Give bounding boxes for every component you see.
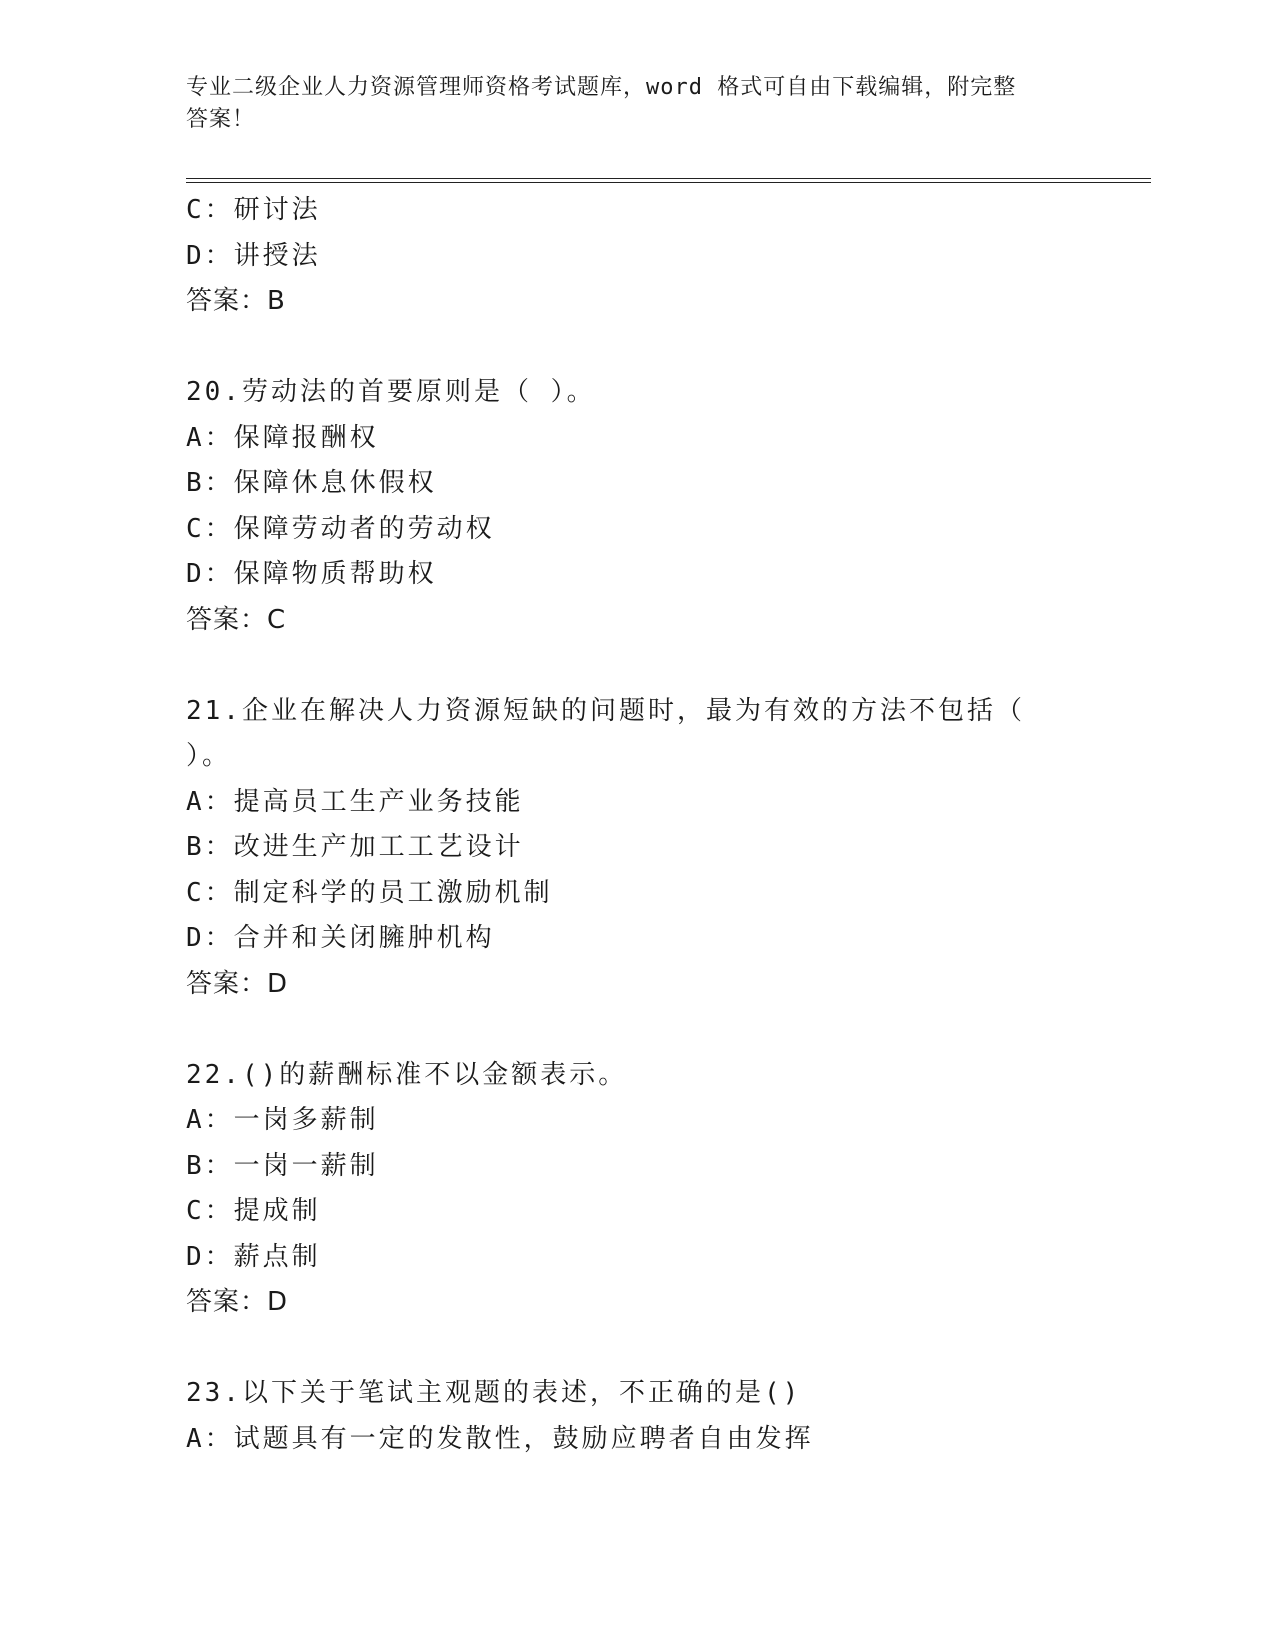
question-text: ）。 bbox=[186, 741, 232, 771]
answer-option: A：一岗多薪制 bbox=[186, 1105, 379, 1135]
answer-option: B：改进生产加工工艺设计 bbox=[186, 832, 524, 862]
block-spacer bbox=[186, 643, 1146, 689]
block-spacer bbox=[186, 1326, 1146, 1372]
answer-key: 答案：D bbox=[186, 1287, 289, 1317]
answer-option: D：保障物质帮助权 bbox=[186, 559, 437, 589]
answer-option: B：保障休息休假权 bbox=[186, 468, 437, 498]
question-text: 20.劳动法的首要原则是（ ）。 bbox=[186, 377, 596, 407]
header-line-2: 答案！ bbox=[186, 107, 256, 132]
answer-option: C：制定科学的员工激励机制 bbox=[186, 877, 553, 908]
question-block bbox=[186, 370, 1146, 643]
answer-option: D：薪点制 bbox=[186, 1241, 321, 1272]
answer-key: 答案：C bbox=[186, 604, 287, 635]
header-divider-top bbox=[186, 178, 1151, 179]
answer-key: 答案：B bbox=[186, 286, 286, 316]
answer-key: 答案：D bbox=[186, 968, 289, 999]
answer-option: C：保障劳动者的劳动权 bbox=[186, 513, 495, 544]
block-spacer bbox=[186, 325, 1146, 371]
answer-option: B：一岗一薪制 bbox=[186, 1150, 379, 1181]
answer-option: D：合并和关闭臃肿机构 bbox=[186, 923, 495, 953]
question-block bbox=[186, 689, 1146, 1008]
question-text: 21.企业在解决人力资源短缺的问题时，最为有效的方法不包括（ bbox=[186, 695, 1025, 726]
answer-option: A：提高员工生产业务技能 bbox=[186, 786, 524, 817]
question-block bbox=[186, 1053, 1146, 1326]
answer-option: C：提成制 bbox=[186, 1196, 321, 1226]
question-text: 23.以下关于笔试主观题的表述，不正确的是() bbox=[186, 1378, 802, 1408]
question-text: 22.()的薪酬标准不以金额表示。 bbox=[186, 1059, 628, 1090]
question-list bbox=[186, 188, 1146, 1462]
question-block bbox=[186, 188, 1146, 325]
answer-option: A：试题具有一定的发散性，鼓励应聘者自由发挥 bbox=[186, 1423, 814, 1454]
header-divider-bottom bbox=[186, 182, 1151, 183]
document-header bbox=[186, 72, 1066, 136]
question-block bbox=[186, 1371, 1146, 1462]
answer-option: A：保障报酬权 bbox=[186, 422, 379, 453]
answer-option: C：研讨法 bbox=[186, 195, 321, 225]
block-spacer bbox=[186, 1007, 1146, 1053]
header-line-1: 专业二级企业人力资源管理师资格考试题库，word 格式可自由下载编辑，附完整 bbox=[186, 75, 1017, 100]
answer-option: D：讲授法 bbox=[186, 240, 321, 271]
